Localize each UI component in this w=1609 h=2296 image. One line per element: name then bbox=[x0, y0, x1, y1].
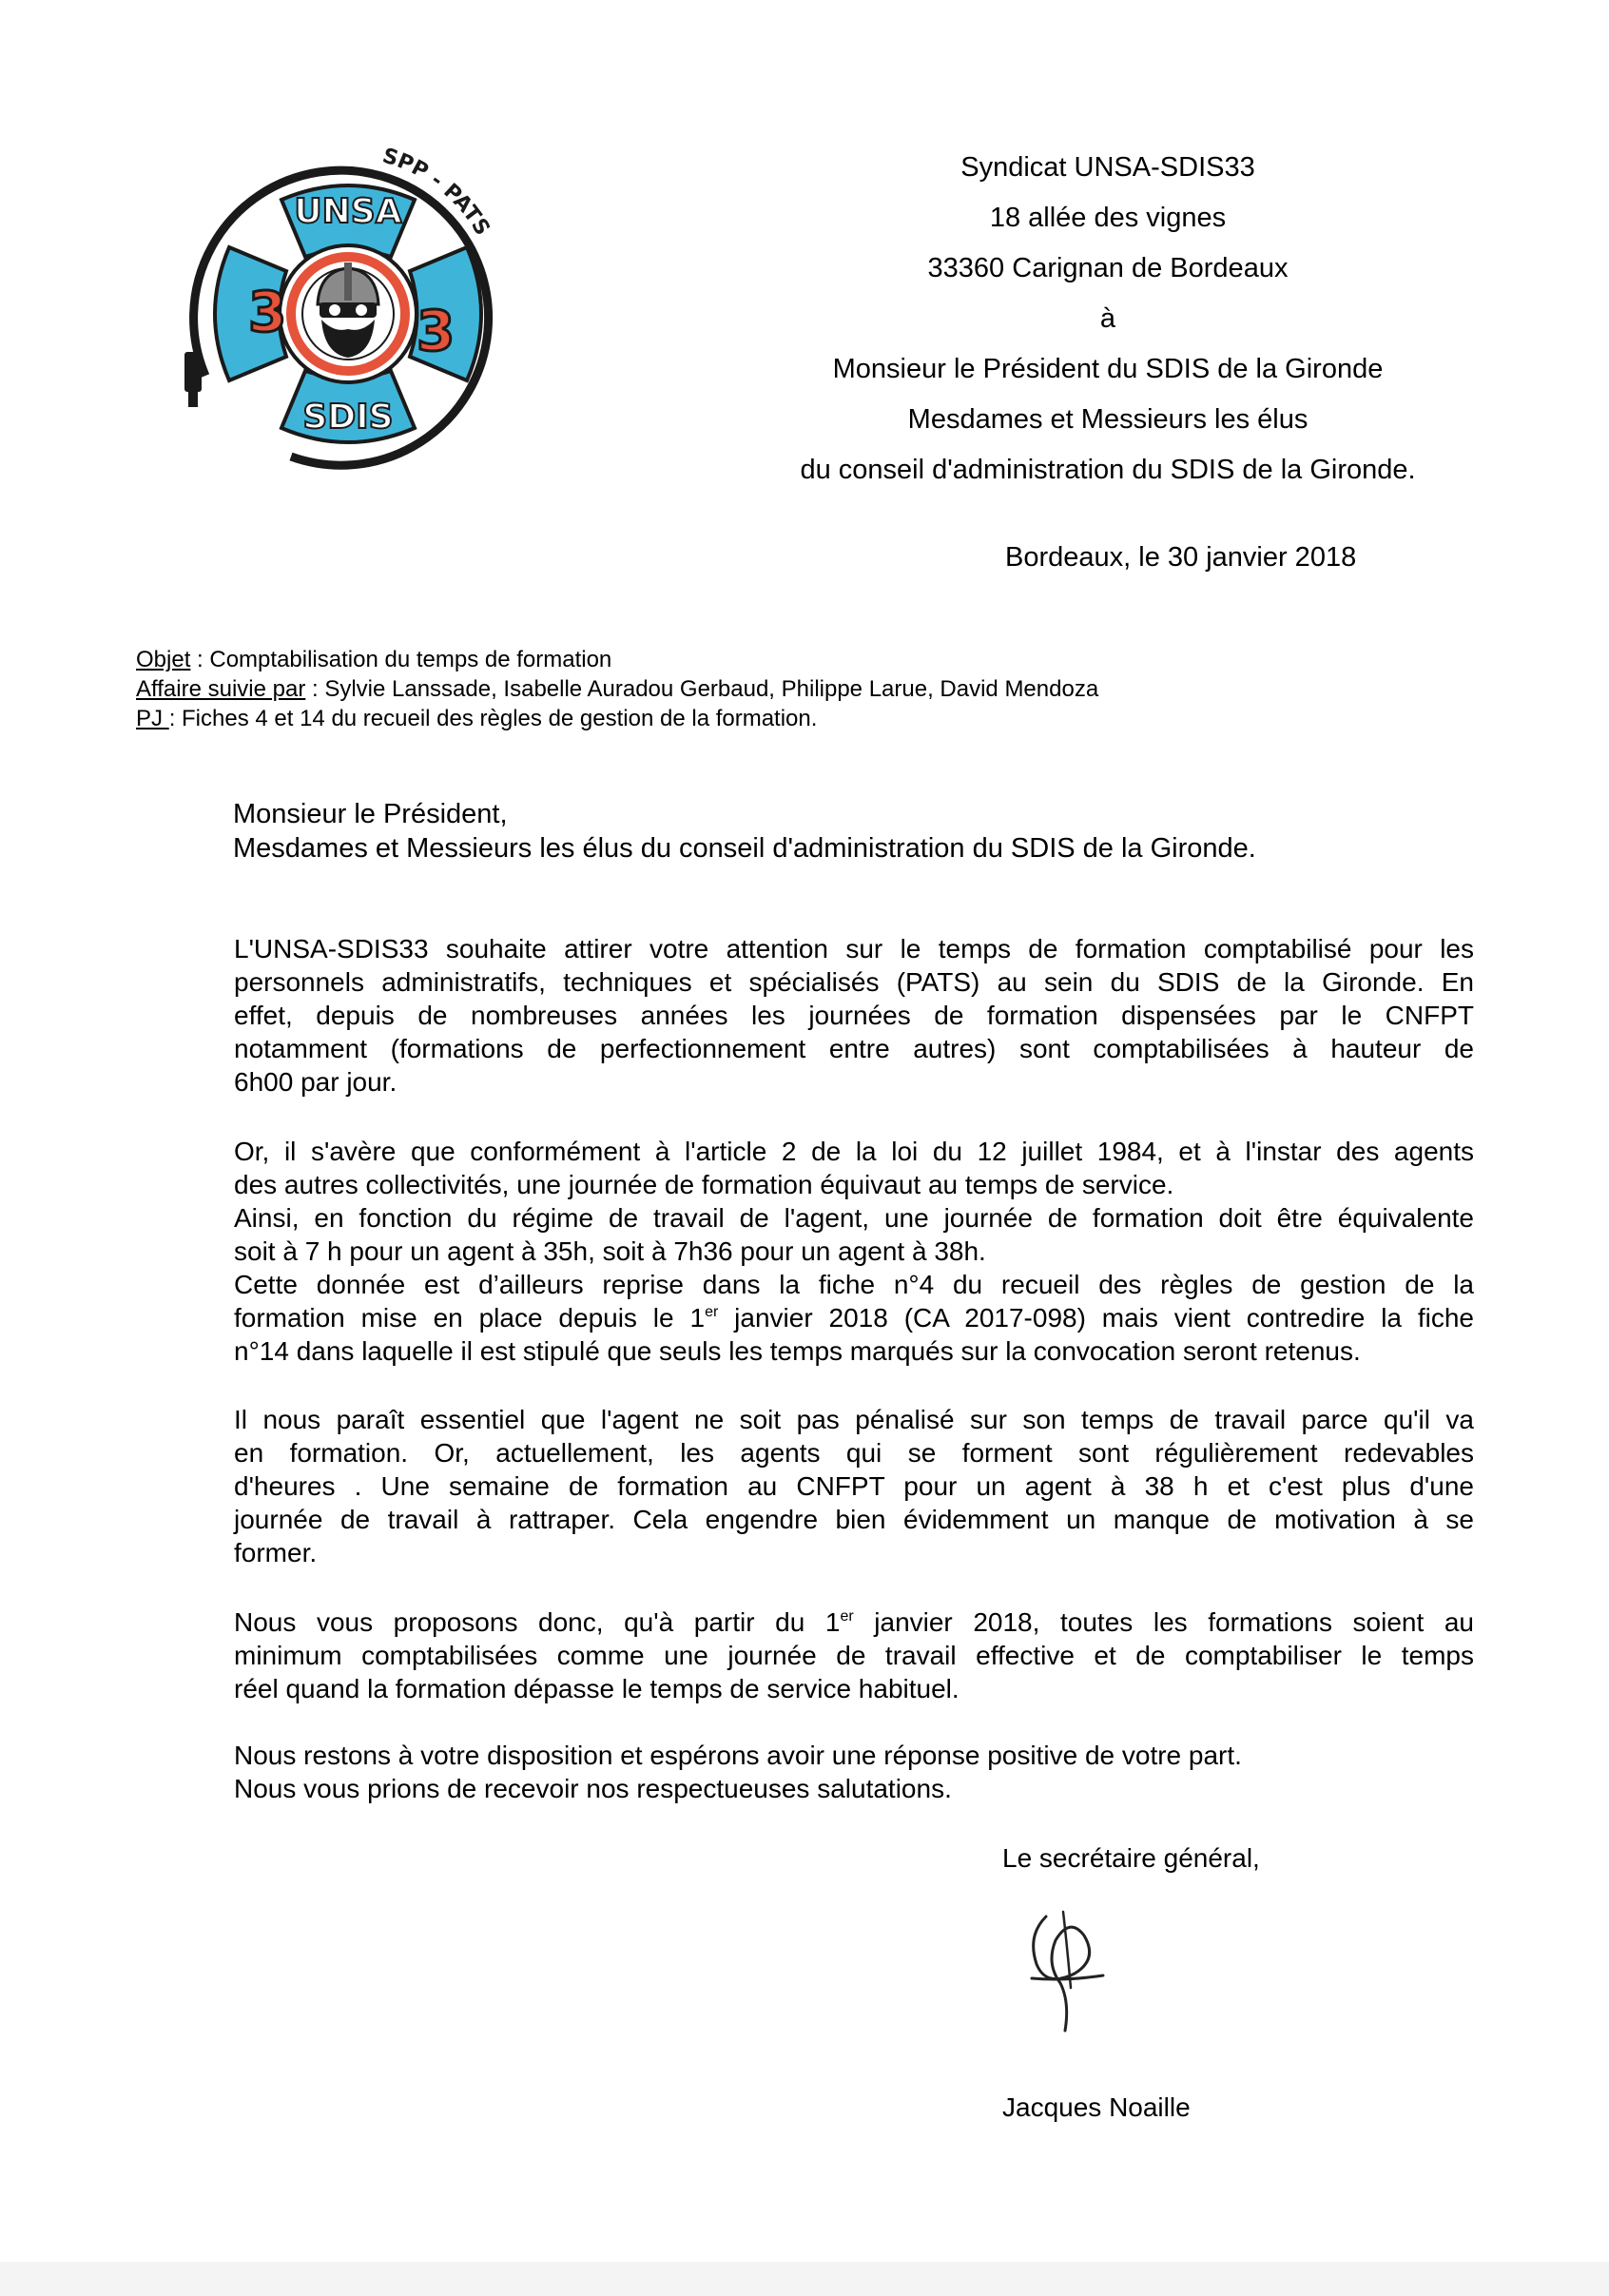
paragraph-1 bbox=[234, 932, 1474, 1099]
paragraph-line: réel quand la formation dépasse le temps de service habituel. bbox=[234, 1674, 960, 1703]
paragraph-line: journée de travail à rattraper. Cela engendre bien évidemment un manque de motivation à se bbox=[234, 1505, 1474, 1534]
paragraph-line: effet, depuis de nombreuses années les journées de formation dispensées par le CNFPT bbox=[234, 1001, 1474, 1030]
affaire-line bbox=[136, 674, 1098, 704]
paragraph-line: notamment (formations de perfectionnement entre autres) sont comptabilisées à hauteur de bbox=[234, 1034, 1474, 1063]
paragraph-line: des autres collectivités, une journée de formation équivaut au temps de service. bbox=[234, 1170, 1174, 1199]
pj-label: PJ bbox=[136, 706, 169, 731]
signoff-title: Le secrétaire général, bbox=[1002, 1843, 1260, 1873]
page-bottom-edge bbox=[0, 2262, 1609, 2296]
logo-top-text: UNSA bbox=[294, 192, 402, 231]
paragraph-line: soit à 7 h pour un agent à 35h, soit à 7h36 pour un agent à 38h. bbox=[234, 1236, 986, 1266]
paragraph-line: n°14 dans laquelle il est stipulé que seuls les temps marqués sur la convocation seront retenus. bbox=[234, 1336, 1361, 1366]
logo-arc-text: SPP - PATS bbox=[379, 144, 494, 241]
text-fragment: janvier 2018, toutes les formations soient au bbox=[853, 1607, 1474, 1637]
references-block bbox=[136, 645, 1098, 733]
paragraph-4 bbox=[234, 1605, 1474, 1705]
paragraph-line: minimum comptabilisées comme une journée de travail effective et de comptabiliser le temps bbox=[234, 1641, 1474, 1670]
paragraph-line: Il nous paraît essentiel que l'agent ne soit pas pénalisé sur son temps de travail parce qu'il va bbox=[234, 1405, 1474, 1434]
logo-bottom-text: SDIS bbox=[302, 398, 394, 437]
paragraph-line: Cette donnée est d’ailleurs reprise dans la fiche n°4 du recueil des règles de gestion de la bbox=[234, 1270, 1474, 1299]
logo-left-digit: 3 bbox=[248, 280, 287, 344]
text-fragment: formation mise en place depuis le 1 bbox=[234, 1303, 706, 1333]
paragraph-line: Or, il s'avère que conformément à l'article 2 de la loi du 12 juillet 1984, et à l'instar des agents bbox=[234, 1137, 1474, 1166]
sender-city: 33360 Carignan de Bordeaux bbox=[927, 253, 1289, 283]
text-fragment: Nous vous proposons donc, qu'à partir du 1 bbox=[234, 1607, 841, 1637]
paragraph-line: former. bbox=[234, 1538, 318, 1567]
paragraph-line: Nous restons à votre disposition et espérons avoir une réponse positive de votre part. bbox=[234, 1741, 1242, 1770]
recipient-president: Monsieur le Président du SDIS de la Gironde bbox=[832, 354, 1384, 384]
paragraph-line: personnels administratifs, techniques et spécialisés (PATS) au sein du SDIS de la Gironde. En bbox=[234, 967, 1474, 997]
pj-line bbox=[136, 704, 1098, 733]
objet-text: : Comptabilisation du temps de formation bbox=[190, 647, 612, 672]
paragraph-line: Nous vous prions de recevoir nos respectueuses salutations. bbox=[234, 1774, 952, 1803]
salutation-line-2: Mesdames et Messieurs les élus du conseil d'administration du SDIS de la Gironde. bbox=[233, 833, 1256, 864]
sender-recipient-block bbox=[780, 143, 1436, 496]
paragraph-line: 6h00 par jour. bbox=[234, 1067, 397, 1097]
superscript: er bbox=[705, 1304, 719, 1320]
paragraph-line: Ainsi, en fonction du régime de travail de l'agent, une journée de formation doit être équivalente bbox=[234, 1203, 1474, 1233]
paragraph-line: en formation. Or, actuellement, les agents qui se forment sont régulièrement redevables bbox=[234, 1438, 1474, 1468]
objet-label: Objet bbox=[136, 647, 191, 672]
pj-text: : Fiches 4 et 14 du recueil des règles de gestion de la formation. bbox=[168, 706, 818, 731]
recipient-elus: Mesdames et Messieurs les élus bbox=[907, 404, 1309, 435]
paragraph-line: d'heures . Une semaine de formation au CNFPT pour un agent à 38 h et c'est plus d'une bbox=[234, 1471, 1474, 1501]
letter-date: Bordeaux, le 30 janvier 2018 bbox=[1005, 542, 1357, 573]
affaire-label: Affaire suivie par bbox=[136, 676, 306, 702]
handwritten-signature bbox=[1008, 1897, 1132, 2040]
sender-street: 18 allée des vignes bbox=[989, 203, 1227, 233]
unsa-sdis33-logo bbox=[177, 143, 519, 485]
paragraph-5 bbox=[234, 1739, 1474, 1805]
recipient-conseil: du conseil d'administration du SDIS de la Gironde. bbox=[800, 455, 1416, 485]
paragraph-line: L'UNSA-SDIS33 souhaite attirer votre attention sur le temps de formation comptabilisé pour les bbox=[234, 934, 1474, 963]
text-fragment: janvier 2018 (CA 2017-098) mais vient contredire la fiche bbox=[718, 1303, 1475, 1333]
salutation bbox=[233, 797, 1256, 866]
affaire-text: : Sylvie Lanssade, Isabelle Auradou Gerbaud, Philippe Larue, David Mendoza bbox=[305, 676, 1099, 702]
objet-line bbox=[136, 645, 1098, 674]
recipient-to: à bbox=[1099, 303, 1116, 334]
salutation-line-1: Monsieur le Président, bbox=[233, 799, 508, 829]
logo-right-digit: 3 bbox=[417, 299, 456, 363]
paragraph-3 bbox=[234, 1403, 1474, 1569]
paragraph-line bbox=[234, 1301, 1474, 1334]
paragraph-2 bbox=[234, 1135, 1474, 1368]
superscript: er bbox=[840, 1608, 854, 1625]
sender-name: Syndicat UNSA-SDIS33 bbox=[960, 152, 1255, 183]
signer-name: Jacques Noaille bbox=[1002, 2092, 1191, 2122]
paragraph-line bbox=[234, 1605, 1474, 1639]
